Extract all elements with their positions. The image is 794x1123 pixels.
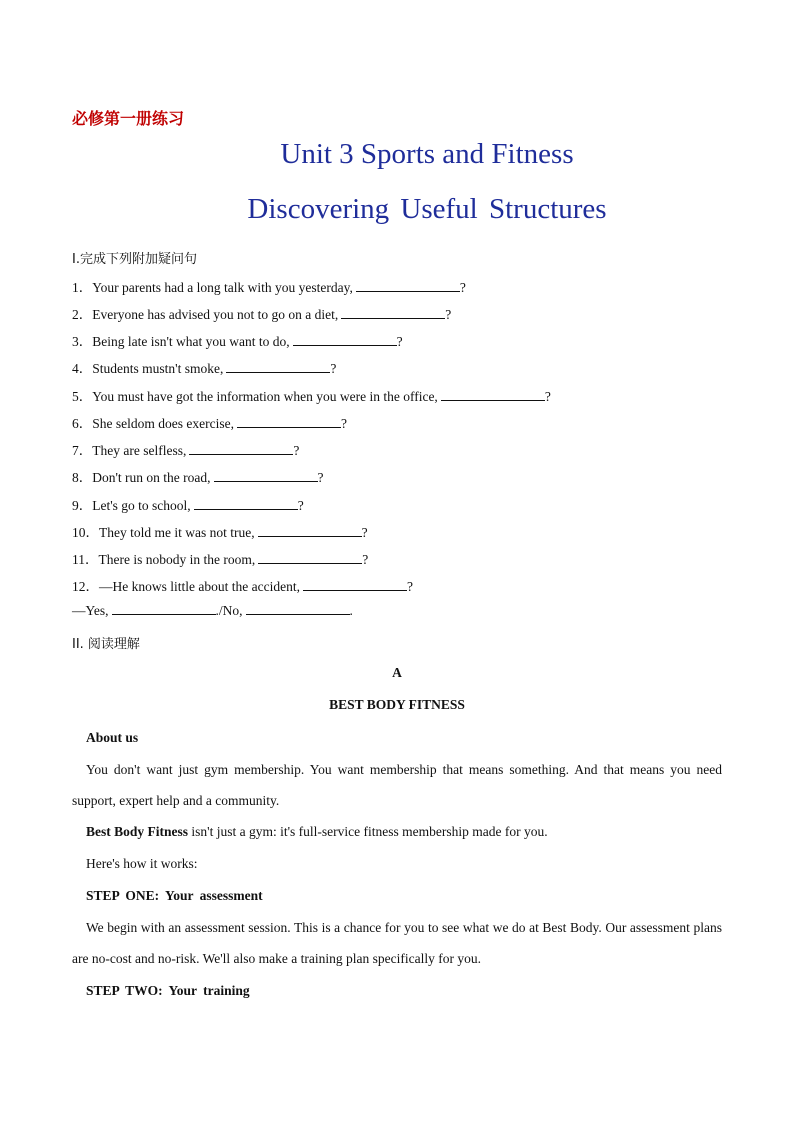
passage-label: A	[392, 665, 402, 680]
about-paragraph: You don't want just gym membership. You want membership that means something. And that means you need support, expert help and a community.	[72, 762, 722, 808]
answer-blank[interactable]	[214, 469, 318, 482]
step1-heading: STEP ONE: Your assessment	[86, 888, 263, 903]
unit-title: Unit 3 Sports and Fitness	[280, 138, 574, 170]
question-11: 11．There is nobody in the room, ?	[72, 552, 369, 567]
question-4: 4．Students mustn't smoke, ?	[72, 361, 337, 376]
answer-blank[interactable]	[258, 524, 362, 537]
question-5: 5．You must have got the information when you were in the office, ?	[72, 389, 551, 404]
question-12-answer-line: —Yes, ./No, .	[72, 603, 353, 618]
answer-blank[interactable]	[258, 551, 362, 564]
question-6: 6．She seldom does exercise, ?	[72, 416, 347, 431]
answer-blank[interactable]	[226, 360, 330, 373]
how-it-works-text: Here's how it works:	[86, 856, 198, 871]
bbf-paragraph: Best Body Fitness isn't just a gym: it's full-service fitness membership made for you.	[86, 824, 548, 839]
question-1: 1．Your parents had a long talk with you yesterday, ?	[72, 280, 466, 295]
answer-blank[interactable]	[194, 497, 298, 510]
answer-blank[interactable]	[303, 578, 407, 591]
passage-title: BEST BODY FITNESS	[329, 697, 465, 712]
section1-heading: Ⅰ.完成下列附加疑问句	[72, 252, 197, 267]
answer-blank[interactable]	[356, 279, 460, 292]
no-answer-blank[interactable]	[246, 602, 350, 615]
yes-answer-blank[interactable]	[112, 602, 216, 615]
question-12: 12．—He knows little about the accident, ?	[72, 579, 413, 594]
answer-blank[interactable]	[189, 442, 293, 455]
about-heading: About us	[86, 730, 139, 745]
question-3: 3．Being late isn't what you want to do, ?	[72, 334, 403, 349]
answer-blank[interactable]	[293, 333, 397, 346]
answer-blank[interactable]	[341, 306, 445, 319]
lesson-title: Discovering Useful Structures	[247, 193, 607, 225]
question-10: 10．They told me it was not true, ?	[72, 525, 368, 540]
step1-paragraph: We begin with an assessment session. This is a chance for you to see what we do at Best Body. Our assessment plans are no-cost and no-risk. We'll also make a training plan specifically for you.	[72, 920, 722, 966]
question-2: 2．Everyone has advised you not to go on a diet, ?	[72, 307, 452, 322]
answer-blank[interactable]	[237, 415, 341, 428]
textbook-tag: 必修第一册练习	[72, 109, 185, 128]
section2-heading: II. 阅读理解	[72, 637, 140, 652]
step2-heading: STEP TWO: Your training	[86, 983, 250, 998]
question-7: 7．They are selfless, ?	[72, 443, 300, 458]
answer-blank[interactable]	[441, 388, 545, 401]
question-9: 9．Let's go to school, ?	[72, 498, 304, 513]
question-8: 8．Don't run on the road, ?	[72, 470, 324, 485]
